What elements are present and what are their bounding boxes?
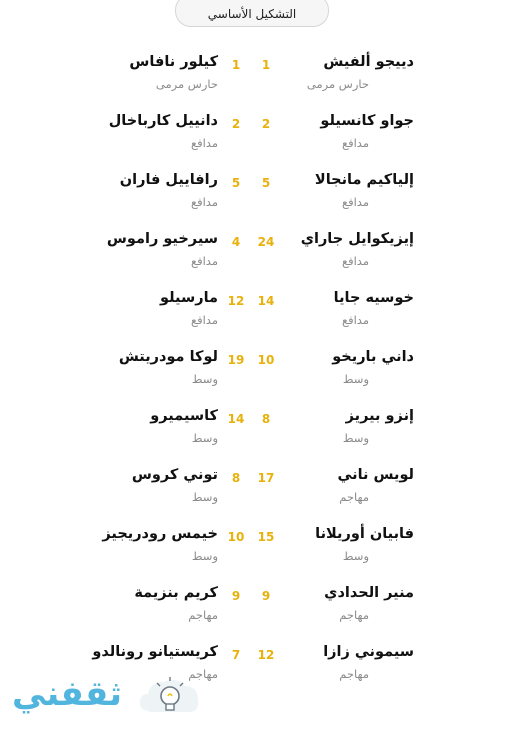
player-name: دييجو ألفيش — [323, 54, 414, 70]
player-row — [254, 54, 414, 94]
player-position: وسط — [342, 549, 369, 563]
player-position: حارس مرمى — [155, 77, 218, 91]
player-name: جواو كانسيلو — [320, 113, 414, 129]
player-number: 8 — [261, 412, 271, 426]
player-name: توني كروس — [131, 467, 218, 483]
player-number: 12 — [257, 648, 275, 662]
player-number: 4 — [231, 235, 241, 249]
player-name: سيموني زازا — [323, 644, 414, 660]
player-row — [254, 290, 414, 330]
player-name: إلياكيم مانجالا — [314, 172, 414, 188]
lineup-title: التشكيل الأساسي — [175, 0, 329, 27]
player-row — [254, 467, 414, 507]
player-number: 12 — [227, 294, 245, 308]
player-name: داني باريخو — [332, 349, 414, 365]
player-row — [254, 113, 414, 153]
player-number: 19 — [227, 353, 245, 367]
player-row — [254, 172, 414, 212]
player-number: 8 — [231, 471, 241, 485]
player-number: 1 — [261, 58, 271, 72]
player-row — [58, 172, 241, 212]
player-name: فابيان أوريلانا — [315, 526, 414, 542]
player-name: خيمس رودريجيز — [102, 526, 218, 542]
player-position: حارس مرمى — [306, 77, 369, 91]
player-name: كاسيميرو — [150, 408, 218, 424]
player-number: 2 — [231, 117, 241, 131]
player-number: 9 — [261, 589, 271, 603]
player-position: مدافع — [341, 136, 369, 150]
player-name: دانييل كارباخال — [108, 113, 218, 129]
player-row — [58, 113, 241, 153]
player-row — [58, 290, 245, 330]
player-name: لوكا مودريتش — [118, 349, 218, 365]
player-position: وسط — [342, 372, 369, 386]
player-number: 9 — [231, 589, 241, 603]
player-position: مدافع — [190, 136, 218, 150]
player-row — [58, 585, 241, 625]
player-number: 5 — [261, 176, 271, 190]
player-row — [254, 644, 414, 684]
player-name: سيرخيو راموس — [106, 231, 218, 247]
player-number: 15 — [257, 530, 275, 544]
player-position: مهاجم — [339, 490, 369, 504]
logo-text: ثقفني — [12, 674, 122, 714]
player-row — [58, 349, 245, 389]
player-position: مدافع — [190, 195, 218, 209]
player-row — [254, 408, 414, 448]
player-name: كيلور نافاس — [129, 54, 218, 70]
player-row — [58, 54, 241, 94]
player-number: 24 — [257, 235, 275, 249]
player-row — [58, 526, 245, 566]
player-number: 5 — [231, 176, 241, 190]
player-name: إيزيكوايل جاراي — [300, 231, 414, 247]
player-position: مدافع — [341, 254, 369, 268]
player-number: 2 — [261, 117, 271, 131]
player-position: مدافع — [341, 195, 369, 209]
site-logo[interactable] — [12, 672, 212, 728]
player-name: رافاييل فاران — [119, 172, 218, 188]
player-position: مهاجم — [188, 667, 218, 681]
player-number: 17 — [257, 471, 275, 485]
player-name: منير الحدادي — [324, 585, 414, 601]
player-position: مدافع — [190, 313, 218, 327]
player-position: مهاجم — [339, 667, 369, 681]
player-position: مهاجم — [188, 608, 218, 622]
player-name: مارسيلو — [160, 290, 218, 306]
player-position: وسط — [342, 431, 369, 445]
player-name: كريم بنزيمة — [134, 585, 218, 601]
player-name: خوسيه جايا — [333, 290, 414, 306]
player-number: 10 — [227, 530, 245, 544]
player-row — [58, 231, 241, 271]
lightbulb-icon — [138, 672, 202, 724]
player-row — [254, 349, 414, 389]
player-row — [254, 526, 414, 566]
player-position: مدافع — [341, 313, 369, 327]
player-position: وسط — [191, 431, 218, 445]
player-row — [254, 585, 414, 625]
player-row — [58, 467, 241, 507]
player-number: 10 — [257, 353, 275, 367]
player-name: لويس ناني — [337, 467, 414, 483]
player-name: إنزو بيريز — [345, 408, 414, 424]
player-position: مدافع — [190, 254, 218, 268]
player-number: 1 — [231, 58, 241, 72]
player-position: وسط — [191, 372, 218, 386]
player-number: 14 — [227, 412, 245, 426]
player-number: 14 — [257, 294, 275, 308]
player-row — [58, 408, 245, 448]
player-number: 7 — [231, 648, 241, 662]
player-name: كريستيانو رونالدو — [92, 644, 218, 660]
player-position: مهاجم — [339, 608, 369, 622]
player-position: وسط — [191, 549, 218, 563]
player-position: وسط — [191, 490, 218, 504]
player-row — [254, 231, 414, 271]
